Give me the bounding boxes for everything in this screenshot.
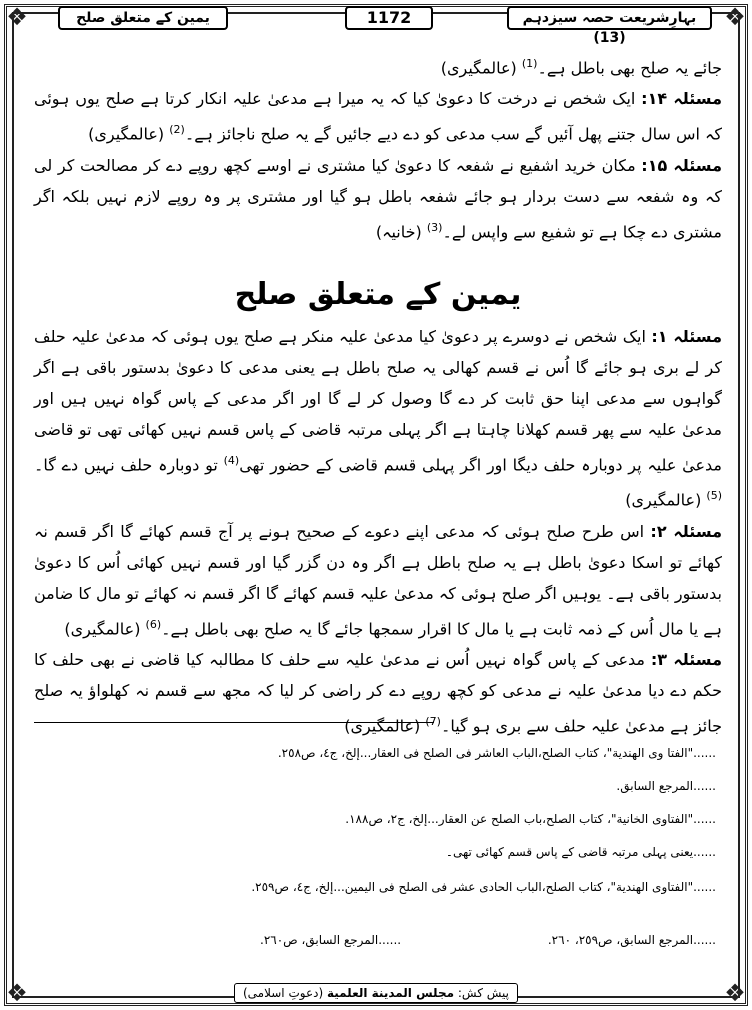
main-text <box>34 48 722 741</box>
footnote: ......یعنی پہلی مرتبہ قاضی کے پاس قسم کھائی تھی۔ <box>445 845 716 859</box>
chapter-title: یمین کے متعلق صلح <box>58 6 228 30</box>
masala-label: مسئلہ ۱۴: <box>641 89 722 109</box>
page-header <box>40 4 712 46</box>
source-citation: (عالمگیری) <box>625 490 702 510</box>
footnote: ......المرجع السابق، ص٢٥٩، ٢٦٠. <box>547 933 716 947</box>
footnote: ......المرجع السابق، ص٢٦٠. <box>260 933 402 947</box>
corner-ornament-icon: ❖ <box>6 979 28 1007</box>
source-citation: (عالمگیری) <box>440 58 517 78</box>
publisher-name: مجلس المدينة العلمية <box>326 986 455 1000</box>
footnote-divider <box>34 722 434 723</box>
source-citation: (خانیہ) <box>375 221 422 241</box>
source-citation: (عالمگیری) <box>88 124 165 144</box>
masala-label: مسئلہ ۱۵: <box>641 155 722 175</box>
source-citation: (عالمگیری) <box>344 716 421 736</box>
paragraph: مسئلہ ۳: مدعی کے پاس گواہ نہیں اُس نے مدعیٰ علیہ سے حلف کا مطالبہ کیا قاضی نے بھی حلف کا حکم دے دیا مدعیٰ علیہ نے مدعی کو کچھ روپے دے کر راضی کر لیا کہ مجھ سے قسم نہ کھلواؤ یہ صلح جائز ہے مدعیٰ علیہ حلف سے بری ہو گیا۔$^{(7)}$ (عالمگیری) <box>34 649 722 736</box>
book-title: بہارِشریعت حصہ سیزدہم (13) <box>507 6 712 30</box>
paragraph: مسئلہ ۱۵: مکان خرید اشفیع نے شفعہ کا دعویٰ کیا مشتری نے اوسے کچھ روپے دے کر مصالحت کر لی کہ وہ شفعہ سے دست بردار ہو جائے شفعہ باطل ہو گیا اور مشتری پر وہ روپے لازم نہیں بلکہ اگر مشتری دے چکا ہے تو شفیع سے واپس لے۔$^{(3)}$ (خانیہ) <box>34 155 722 241</box>
corner-ornament-icon: ❖ <box>724 979 746 1007</box>
masala-label: مسئلہ ۳: <box>650 649 722 669</box>
paragraph: مسئلہ ۱: ایک شخص نے دوسرے پر دعویٰ کیا مدعیٰ علیہ منکر ہے صلح یوں ہوئی کہ مدعیٰ علیہ حلف کر لے بری ہو جائے گا اُس نے قسم کھالی یہ صلح باطل ہے یعنی مدعی کا دعویٰ بدستور باقی ہے اگر گواہوں سے مدعی اپنا حق ثابت کر دے گا وصول کر لے گا اور اگر مدعی کے پاس گواہ نہیں ہیں اور مدعیٰ علیہ سے پھر قسم کھلانا چاہتا ہے اگر پہلی مرتبہ قاضی کے پاس قسم نہیں کھائی تھی تو قاضی مدعیٰ علیہ پر دوبارہ حلف دیگا اور اگر پہلی قسم قاضی کے حضور تھی$^{(4)}$ تو دوبارہ حلف نہیں دے گا۔$^{(5)}$ (عالمگیری) <box>34 326 723 510</box>
corner-ornament-icon: ❖ <box>724 3 746 31</box>
footnote: ......"الفتاوی الخانية"، كتاب الصلح،باب الصلح عن العقار...إلخ، ج٢، ص١٨٨. <box>345 812 716 826</box>
masala-label: مسئلہ ۲: <box>650 521 723 541</box>
source-citation: (عالمگیری) <box>64 618 141 638</box>
masala-label: مسئلہ ۱: <box>651 326 722 346</box>
section-heading: یمین کے متعلق صلح <box>234 276 522 312</box>
paragraph: مسئلہ ۲: اس طرح صلح ہوئی کہ مدعی اپنے دعوے کے صحیح ہونے پر آج قسم کھائے گا اگر قسم نہ کھائے تو اسکا دعویٰ باطل ہے یہ صلح باطل ہے اگر وہ دن گزر گیا اور قسم نہیں کھائی اُس کا دعویٰ بدستور باقی ہے۔ یوہیں اگر صلح ہوئی کہ مدعیٰ علیہ قسم کھائے گا اگر قسم نہ کھائے تو مال کا ضامن ہے یا مال اُس کے ذمہ ثابت ہے یا مال کا اقرار سمجھا جائے گا یہ صلح بھی باطل ہے۔$^{(6)}$ (عالمگیری) <box>34 521 723 638</box>
paragraph: مسئلہ ۱۴: ایک شخص نے درخت کا دعویٰ کیا کہ یہ میرا ہے مدعیٰ علیہ انکار کرتا ہے صلح یوں ہوئی کہ اس سال جتنے پھل آئیں گے سب مدعی کو دے دیے جائیں گے یہ صلح ناجائز ہے۔$^{(2)}$ (عالمگیری) <box>34 89 722 144</box>
publisher-box: پیش کش: مجلس المدينة العلمية (دعوتِ اسلامی) <box>234 983 518 1003</box>
footnote: ......"الفتا وی الهندية"، كتاب الصلح،الباب العاشر فی الصلح فی العقار...إلخ، ج٤، ص٢٥٨. <box>277 746 716 760</box>
paragraph: جائے یہ صلح بھی باطل ہے۔$^{(1)}$ (عالمگیری) <box>440 57 722 78</box>
footnote: ......المرجع السابق. <box>616 779 716 793</box>
page-footer <box>0 982 752 1003</box>
footnote: ......"الفتاوی الهندية"، كتاب الصلح،الباب الحادی عشر فی الصلح فی اليمين...إلخ، ج٤، ص٢٥٩. <box>251 880 716 894</box>
page-number: 1172 <box>345 6 433 30</box>
corner-ornament-icon: ❖ <box>6 3 28 31</box>
